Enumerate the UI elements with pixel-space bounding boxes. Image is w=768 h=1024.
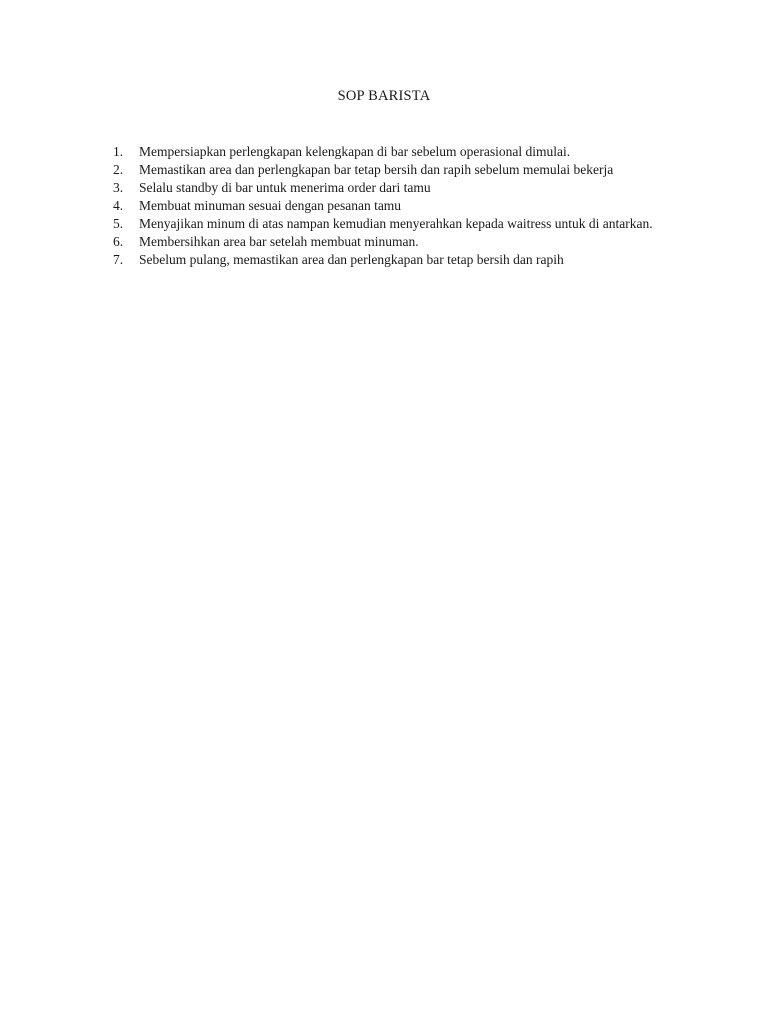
list-item (113, 215, 674, 233)
sop-list (113, 143, 674, 269)
item-number: 6. (113, 234, 124, 249)
list-item (113, 179, 674, 197)
list-item (113, 233, 674, 251)
item-number: 4. (113, 198, 124, 213)
item-number: 2. (113, 162, 124, 177)
item-text: Sebelum pulang, memastikan area dan perlengkapan bar tetap bersih dan rapih (139, 252, 564, 267)
list-item (113, 143, 674, 161)
list-item (113, 197, 674, 215)
item-number: 5. (113, 216, 124, 231)
item-number: 1. (113, 144, 124, 159)
document-title: SOP BARISTA (337, 88, 431, 104)
item-number: 7. (113, 252, 124, 267)
item-text: Membuat minuman sesuai dengan pesanan tamu (139, 198, 402, 213)
list-item (113, 251, 674, 269)
item-text: Mempersiapkan perlengkapan kelengkapan di bar sebelum operasional dimulai. (139, 144, 571, 159)
item-text: Selalu standby di bar untuk menerima order dari tamu (139, 180, 431, 195)
item-text: Memastikan area dan perlengkapan bar tetap bersih dan rapih sebelum memulai bekerja (139, 162, 614, 177)
item-text: Membersihkan area bar setelah membuat minuman. (139, 234, 419, 249)
list-item (113, 161, 674, 179)
item-text: Menyajikan minum di atas nampan kemudian menyerahkan kepada waitress untuk di antarkan. (139, 216, 653, 231)
item-number: 3. (113, 180, 124, 195)
